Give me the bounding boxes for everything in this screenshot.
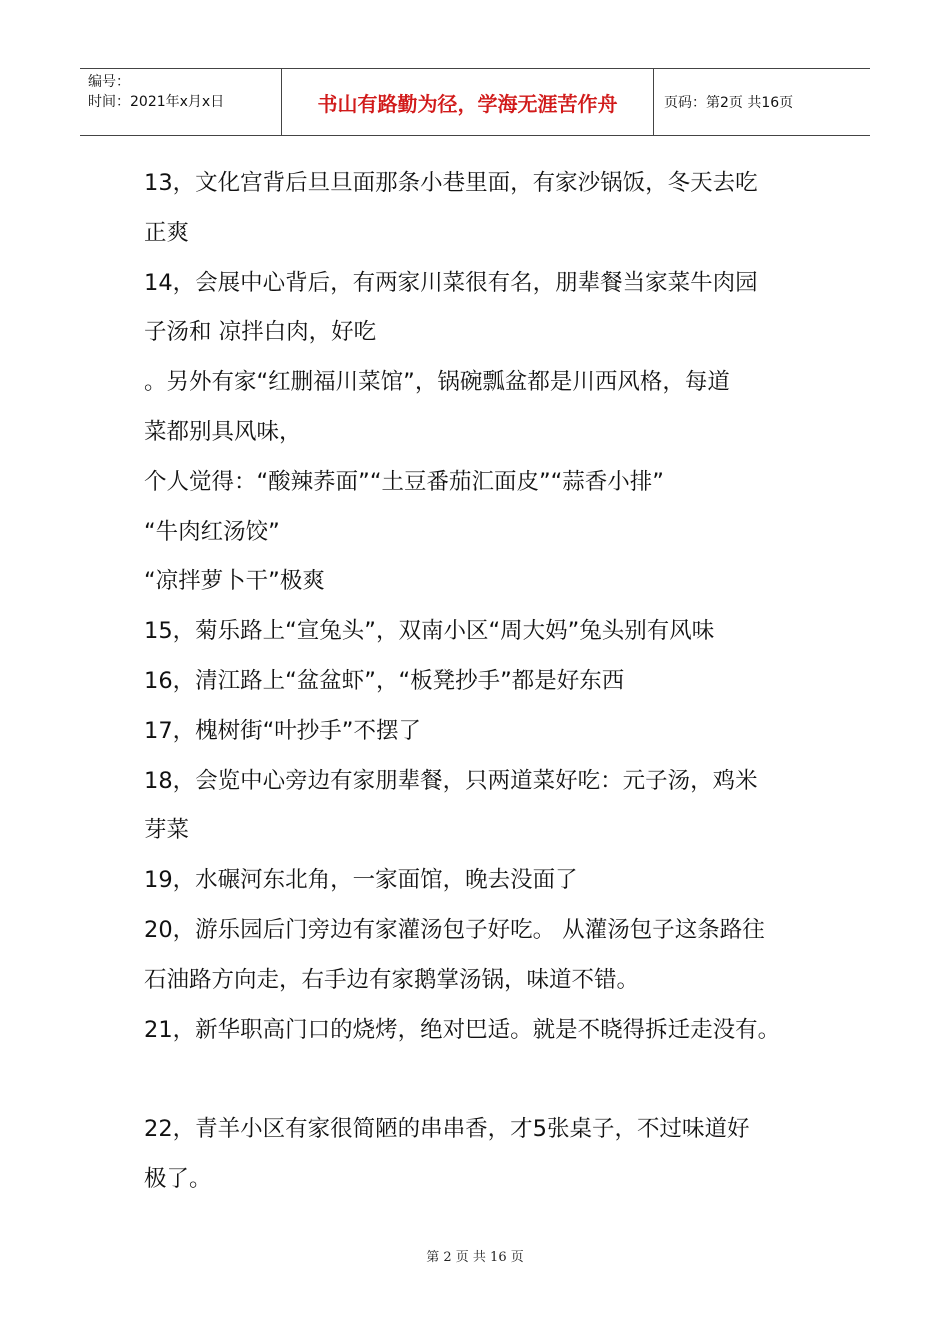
header-info-cell [80,69,281,135]
header-motto-cell [281,69,654,135]
page-footer [0,1246,950,1265]
page-info: 页码：第2页 共16页 [664,95,794,111]
document-body [144,159,834,1205]
body-line: 15，菊乐路上“宣兔头”，双南小区“周大妈”兔头别有风味 [144,618,715,645]
body-line: “凉拌萝卜干”极爽 [144,568,325,595]
body-line: 16，清江路上“盆盆虾”，“板凳抄手”都是好东西 [144,667,625,694]
blank-line [144,1055,834,1105]
body-line: 14，会展中心背后，有两家川菜很有名，朋辈餐当家菜牛肉园 [144,269,758,296]
body-line: “牛肉红汤饺” [144,518,280,545]
body-line: 18，会览中心旁边有家朋辈餐，只两道菜好吃：元子汤，鸡米 [144,767,758,794]
header-table [80,68,870,136]
body-line: 19，水碾河东北角，一家面馆，晚去没面了 [144,867,578,894]
header-page-cell [654,69,870,135]
footer-page-number: 第 2 页 共 16 页 [426,1250,524,1265]
body-line: 极了。 [144,1165,212,1192]
body-line: 石油路方向走，右手边有家鹅掌汤锅，味道不错。 [144,966,640,993]
body-line: 。另外有家“红删福川菜馆”，锅碗瓢盆都是川西风格，每道 [144,369,730,396]
body-line: 20，游乐园后门旁边有家灌汤包子好吃。 从灌汤包子这条路往 [144,916,765,943]
serial-label: 编号： [88,74,130,90]
body-line: 芽菜 [144,817,190,844]
body-line: 个人觉得：“酸辣荞面”“土豆番茄汇面皮”“蒜香小排” [144,468,664,495]
body-line: 菜都别具风味， [144,418,302,445]
body-line: 17，槐树街“叶抄手”不摆了 [144,717,421,744]
body-line: 子汤和 凉拌白肉，好吃 [144,319,377,346]
date-line: 时间：2021年x月x日 [88,94,225,110]
body-line: 22，青羊小区有家很简陋的串串香，才5张桌子，不过味道好 [144,1116,750,1143]
motto-text: 书山有路勤为径，学海无涯苦作舟 [317,91,618,116]
body-line: 正爽 [144,219,190,246]
body-line: 21，新华职高门口的烧烤，绝对巴适。就是不晓得拆迁走没有。 [144,1016,781,1043]
body-line: 13，文化宫背后旦旦面那条小巷里面，有家沙锅饭，冬天去吃 [144,170,758,196]
